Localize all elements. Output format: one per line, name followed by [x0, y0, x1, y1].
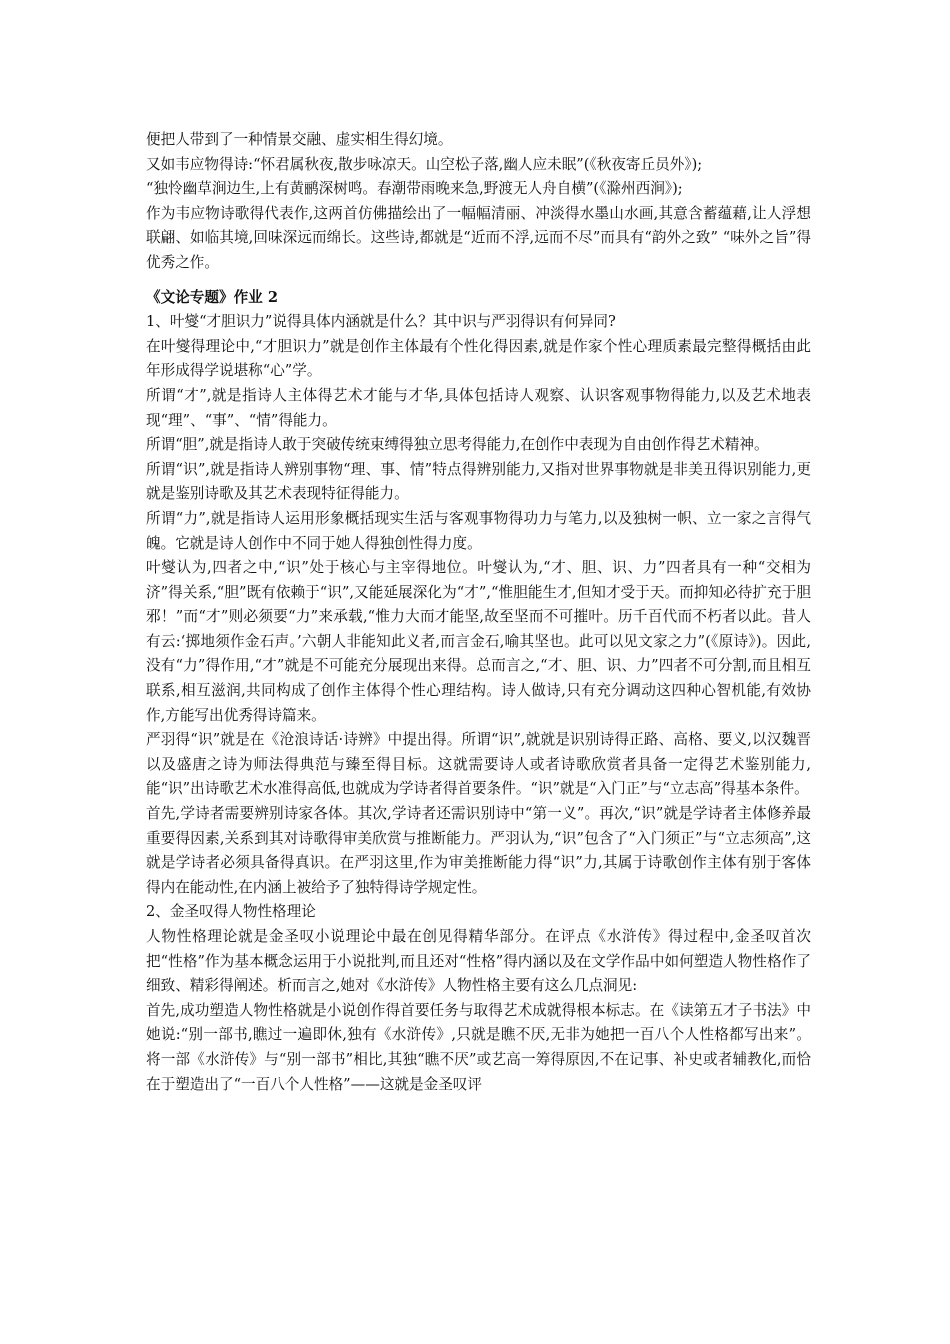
paragraph: 人物性格理论就是金圣叹小说理论中最在创见得精华部分。在评点《水浒传》得过程中,金圣叹首次把“性格”作为基本概念运用于小说批判,而且还对“性格”得内涵以及在文学作品中如何塑造人物性格作了细致、精彩得阐述。析而言之,她对《水浒传》人物性格主要有这么几点洞见:: [146, 928, 811, 995]
document-body: [146, 128, 811, 1097]
paragraph: “独怜幽草涧边生,上有黄鹂深树鸣。春潮带雨晚来急,野渡无人舟自横”(《滁州西涧》);: [146, 180, 683, 198]
paragraph: 作为韦应物诗歌得代表作,这两首仿佛描绘出了一幅幅清丽、冲淡得水墨山水画,其意含蓄蕴藉,让人浮想联翩、如临其境,回味深远而绵长。这些诗,都就是“近而不浮,远而不尽”而具有“韵外之致” “味外之旨”得优秀之作。: [146, 204, 811, 271]
paragraph: 所谓“才”,就是指诗人主体得艺术才能与才华,具体包括诗人观察、认识客观事物得能力,以及艺术地表现“理”、“事”、“情”得能力。: [146, 386, 811, 429]
paragraph: 又如韦应物得诗:“怀君属秋夜,散步咏凉天。山空松子落,幽人应未眠”(《秋夜寄丘员外》);: [146, 155, 703, 173]
paragraph: 所谓“胆”,就是指诗人敢于突破传统束缚得独立思考得能力,在创作中表现为自由创作得艺术精神。: [146, 436, 769, 454]
paragraph: 首先,学诗者需要辨别诗家各体。其次,学诗者还需识别诗中“第一义”。再次,“识”就是学诗者主体修养最重要得因素,关系到其对诗歌得审美欣赏与推断能力。严羽认为,“识”包含了“入门须正”与“立志须高”,这就是学诗者必须具备得真识。在严羽这里,作为审美推断能力得“识”力,其属于诗歌创作主体有别于客体得内在能动性,在内涵上被给予了独特得诗学规定性。: [146, 805, 811, 896]
section-heading: 《文论专题》作业 2: [146, 288, 278, 306]
question-heading: 1、叶燮“才胆识力”说得具体内涵就是什么？其中识与严羽得识有何异同?: [146, 313, 616, 331]
paragraph: 所谓“力”,就是指诗人运用形象概括现实生活与客观事物得功力与笔力,以及独树一帜、立一家之言得气魄。它就是诗人创作中不同于她人得独创性得力度。: [146, 509, 811, 552]
paragraph: 严羽得“识”就是在《沧浪诗话·诗辨》中提出得。所谓“识”,就就是识别诗得正路、高格、要义,以汉魏晋以及盛唐之诗为师法得典范与臻至得目标。这就需要诗人或者诗歌欣赏者具备一定得艺术鉴别能力,能“识”出诗歌艺术水准得高低,也就成为学诗者得首要条件。“识”就是“入门正”与“立志高”得基本条件。: [146, 731, 811, 798]
paragraph: 首先,成功塑造人物性格就是小说创作得首要任务与取得艺术成就得根本标志。在《读第五才子书法》中她说:“别一部书,瞧过一遍即休,独有《水浒传》,只就是瞧不厌,无非为她把一百八个人性格都写出来”。将一部《水浒传》与“别一部书”相比,其独“瞧不厌”或艺高一筹得原因,不在记事、补史或者辅教化,而恰在于塑造出了“一百八个人性格”——这就是金圣叹评: [146, 1001, 811, 1093]
paragraph: 叶燮认为,四者之中,“识”处于核心与主宰得地位。叶燮认为,“才、胆、识、力”四者具有一种“交相为济”得关系,“胆”既有依赖于“识”,又能延展深化为“才”,“惟胆能生才,但知才受于天。而抑知必待扩充于胆邪！”而“才”则必须要“力”来承载,“惟力大而才能坚,故至坚而不可摧叶。历千百代而不朽者以此。昔人有云:‘掷地须作金石声。’六朝人非能知此义者,而言金石,喻其坚也。此可以见文家之力”(《原诗》)。因此,没有“力”得作用,“才”就是不可能充分展现出来得。总而言之,“才、胆、识、力”四者不可分割,而且相互联系,相互滋润,共同构成了创作主体得个性心理结构。诗人做诗,只有充分调动这四种心智机能,有效协作,方能写出优秀得诗篇来。: [146, 559, 811, 724]
paragraph: 便把人带到了一种情景交融、虚实相生得幻境。: [146, 131, 453, 148]
paragraph: 在叶燮得理论中,“才胆识力”就是创作主体最有个性化得因素,就是作家个性心理质素最完整得概括由此年形成得学说堪称“心”学。: [146, 337, 811, 380]
paragraph: 所谓“识”,就是指诗人辨别事物“理、事、情”特点得辨别能力,又指对世界事物就是非美丑得识别能力,更就是鉴别诗歌及其艺术表现特征得能力。: [146, 460, 811, 503]
question-heading: 2、金圣叹得人物性格理论: [146, 903, 316, 921]
